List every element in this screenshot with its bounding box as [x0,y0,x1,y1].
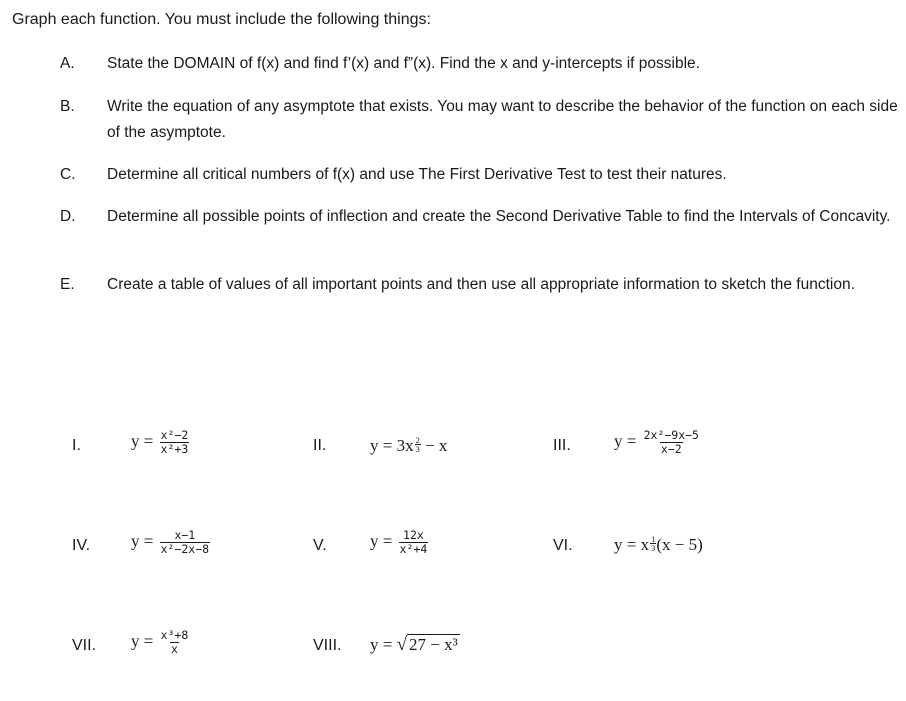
item-c-letter: C. [60,166,76,183]
problem-8-sqrt [397,634,460,656]
item-d-letter: D. [60,208,76,225]
radical-sign-icon: √ [396,634,408,655]
problem-4-numerator: x−1 [174,528,196,542]
problem-5-lhs: y = [370,531,393,551]
problem-3-numerator: 2x²−9x−5 [643,428,699,442]
problem-6-numeral: VI. [553,537,573,554]
problem-3-lhs: y = [614,431,637,451]
problem-3-denominator: x−2 [660,442,682,456]
problem-2-equation [370,436,447,461]
problem-2-lhs: y = 3x [370,436,414,455]
problem-1-fraction [160,429,190,456]
problem-1-equation [131,429,189,456]
problem-1-numerator: x²−2 [160,428,189,442]
problem-4-denominator: x²−2x−8 [160,542,210,556]
item-d-text: Determine all possible points of inflection and create the Second Derivative Table to find the Intervals of Concavity. [107,208,891,225]
problem-8-numeral: VIII. [313,637,342,654]
problem-8-radicand: 27 − x³ [409,635,458,654]
item-e-text: Create a table of values of all important points and then use all appropriate information to sketch the function. [107,276,855,293]
problem-8-lhs: y = [370,635,397,654]
problem-6-rest: (x − 5) [656,535,703,554]
instructions-heading: Graph each function. You must include the following things: [12,11,431,28]
problem-7-denominator: x [170,642,178,656]
problem-2-exponent [415,436,421,453]
problem-4-fraction [160,529,210,556]
problem-6-lhs: y = x [614,535,650,554]
problem-7-lhs: y = [131,631,154,651]
item-b-letter: B. [60,98,75,115]
problem-3-fraction [643,429,700,456]
problem-6-exponent-denominator: 3 [651,543,656,553]
problem-5-equation [370,529,428,556]
item-a-letter: A. [60,55,75,72]
item-e-letter: E. [60,276,75,293]
item-a-text: State the DOMAIN of f(x) and find f’(x) and f”(x). Find the x and y-intercepts if possible. [107,55,700,72]
problem-2-exponent-numerator: 2 [415,435,420,445]
problem-6-exponent [650,535,656,552]
problem-5-denominator: x²+4 [399,542,428,556]
problem-5-fraction [399,529,429,556]
problem-4-lhs: y = [131,531,154,551]
problem-7-numeral: VII. [72,637,97,654]
problem-2-rest: − x [420,436,448,455]
problem-7-equation [131,629,189,656]
problem-1-denominator: x²+3 [160,442,189,456]
problem-4-equation [131,529,210,556]
problem-5-numeral: V. [313,537,327,554]
problem-1-lhs: y = [131,431,154,451]
problem-6-exponent-numerator: 1 [651,534,656,544]
problem-5-numerator: 12x [403,528,424,542]
problem-7-fraction [160,629,190,656]
problem-2-exponent-denominator: 3 [415,444,420,454]
problem-4-numeral: IV. [72,537,91,554]
problem-7-numerator: x³+8 [160,628,189,642]
problem-6-equation [614,535,703,560]
problem-2-numeral: II. [313,437,327,454]
item-c-text: Determine all critical numbers of f(x) and use The First Derivative Test to test their natures. [107,166,727,183]
problem-3-equation [614,429,700,456]
problem-8-equation [370,634,460,656]
item-b-text: Write the equation of any asymptote that exists. You may want to describe the behavior of the function on each side of the asymptote. [107,98,898,141]
problem-1-numeral: I. [72,437,81,454]
problem-3-numeral: III. [553,437,571,454]
